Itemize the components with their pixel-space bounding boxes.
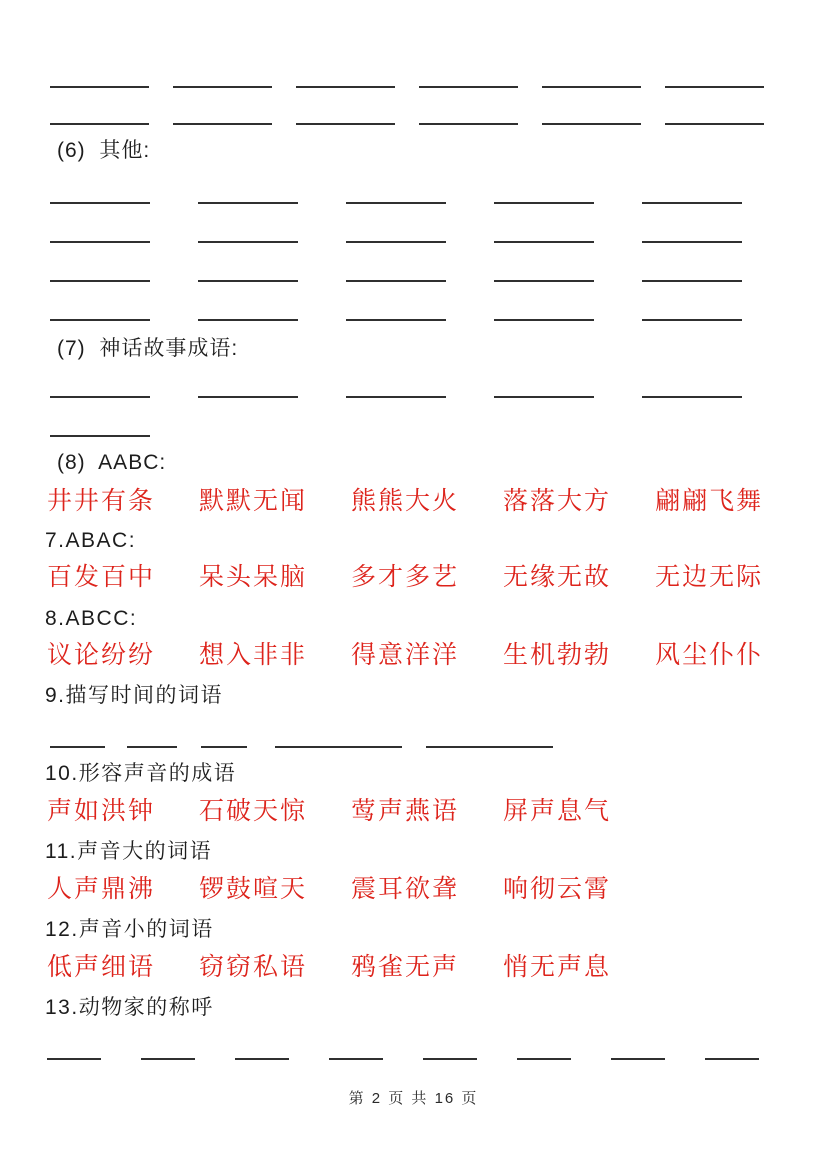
heading-animal-names: 13.动物家的称呼 bbox=[45, 996, 214, 1019]
blank-line bbox=[665, 78, 764, 88]
blank-line bbox=[50, 115, 149, 125]
blank-line bbox=[426, 738, 553, 748]
blank-line bbox=[198, 311, 298, 321]
blank-line-row bbox=[50, 194, 742, 204]
blank-line bbox=[665, 115, 764, 125]
idiom: 声如洪钟 bbox=[47, 797, 156, 825]
blank-line-row bbox=[50, 311, 742, 321]
blank-line bbox=[346, 311, 446, 321]
idiom: 井井有条 bbox=[47, 487, 156, 515]
idiom: 议论纷纷 bbox=[47, 641, 156, 669]
blank-line bbox=[419, 78, 518, 88]
heading-time-words: 9.描写时间的词语 bbox=[45, 684, 224, 707]
word-row-abcc bbox=[47, 641, 763, 669]
idiom: 翩翩飞舞 bbox=[655, 487, 764, 515]
blank-line bbox=[173, 115, 272, 125]
blank-line bbox=[50, 78, 149, 88]
blank-line bbox=[275, 738, 402, 748]
section-heading-8: (8) AABC: bbox=[57, 451, 167, 474]
blank-line bbox=[198, 233, 298, 243]
blank-line bbox=[611, 1050, 665, 1060]
blank-line bbox=[494, 388, 594, 398]
blank-line-row bbox=[47, 1050, 759, 1060]
idiom: 呆头呆脑 bbox=[199, 563, 308, 591]
idiom: 生机勃勃 bbox=[503, 641, 612, 669]
idiom: 无边无际 bbox=[655, 563, 764, 591]
blank-line bbox=[494, 233, 594, 243]
blank-line-row bbox=[50, 115, 764, 125]
blank-line-row bbox=[50, 78, 764, 88]
idiom: 响彻云霄 bbox=[503, 875, 612, 903]
blank-line bbox=[141, 1050, 195, 1060]
blank-line bbox=[346, 194, 446, 204]
blank-line-row bbox=[50, 233, 742, 243]
section-heading-7: (7) 神话故事成语: bbox=[57, 337, 239, 360]
word-row-sound bbox=[47, 797, 611, 825]
idiom: 多才多艺 bbox=[351, 563, 460, 591]
word-row-loud bbox=[47, 875, 611, 903]
blank-line bbox=[201, 738, 247, 748]
idiom: 石破天惊 bbox=[199, 797, 308, 825]
blank-line bbox=[642, 388, 742, 398]
blank-line bbox=[329, 1050, 383, 1060]
section-heading-6: (6) 其他: bbox=[57, 139, 151, 162]
blank-line bbox=[50, 311, 150, 321]
heading-quiet-words: 12.声音小的词语 bbox=[45, 918, 214, 941]
blank-line bbox=[346, 272, 446, 282]
idiom: 人声鼎沸 bbox=[47, 875, 156, 903]
blank-line bbox=[346, 388, 446, 398]
word-row-aabc bbox=[47, 487, 763, 515]
blank-line bbox=[198, 388, 298, 398]
blank-line bbox=[423, 1050, 477, 1060]
blank-line bbox=[127, 738, 177, 748]
blank-line bbox=[235, 1050, 289, 1060]
idiom: 无缘无故 bbox=[503, 563, 612, 591]
idiom: 鸦雀无声 bbox=[351, 953, 460, 981]
blank-line bbox=[642, 233, 742, 243]
idiom: 屏声息气 bbox=[503, 797, 612, 825]
blank-line bbox=[296, 115, 395, 125]
blank-line bbox=[494, 272, 594, 282]
blank-line bbox=[198, 194, 298, 204]
blank-line bbox=[642, 311, 742, 321]
blank-line bbox=[50, 194, 150, 204]
blank-line bbox=[50, 272, 150, 282]
idiom: 百发百中 bbox=[47, 563, 156, 591]
blank-line bbox=[642, 272, 742, 282]
blank-line bbox=[50, 388, 150, 398]
heading-sound-idioms: 10.形容声音的成语 bbox=[45, 762, 237, 785]
blank-line bbox=[198, 272, 298, 282]
word-row-quiet bbox=[47, 953, 611, 981]
idiom: 窃窃私语 bbox=[199, 953, 308, 981]
blank-line bbox=[705, 1050, 759, 1060]
page-footer: 第 2 页 共 16 页 bbox=[348, 1090, 479, 1107]
idiom: 悄无声息 bbox=[503, 953, 612, 981]
idiom: 低声细语 bbox=[47, 953, 156, 981]
word-row-abac bbox=[47, 563, 763, 591]
blank-line bbox=[419, 115, 518, 125]
blank-line-row bbox=[50, 272, 742, 282]
blank-line-row bbox=[50, 427, 150, 437]
blank-line-row bbox=[50, 738, 553, 748]
blank-line bbox=[173, 78, 272, 88]
blank-line bbox=[517, 1050, 571, 1060]
blank-line bbox=[542, 78, 641, 88]
blank-line bbox=[494, 311, 594, 321]
idiom: 得意洋洋 bbox=[351, 641, 460, 669]
idiom: 落落大方 bbox=[503, 487, 612, 515]
blank-line bbox=[346, 233, 446, 243]
idiom: 锣鼓喧天 bbox=[199, 875, 308, 903]
blank-line bbox=[296, 78, 395, 88]
heading-abcc: 8.ABCC: bbox=[45, 607, 138, 630]
blank-line bbox=[47, 1050, 101, 1060]
blank-line bbox=[50, 427, 150, 437]
blank-line bbox=[50, 233, 150, 243]
blank-line bbox=[642, 194, 742, 204]
blank-line bbox=[494, 194, 594, 204]
idiom: 默默无闻 bbox=[199, 487, 308, 515]
idiom: 风尘仆仆 bbox=[655, 641, 764, 669]
idiom: 想入非非 bbox=[199, 641, 308, 669]
idiom: 莺声燕语 bbox=[351, 797, 460, 825]
idiom: 震耳欲聋 bbox=[351, 875, 460, 903]
idiom: 熊熊大火 bbox=[351, 487, 460, 515]
heading-loud-words: 11.声音大的词语 bbox=[45, 840, 213, 863]
blank-line bbox=[50, 738, 105, 748]
blank-line bbox=[542, 115, 641, 125]
heading-abac: 7.ABAC: bbox=[45, 529, 137, 552]
blank-line-row bbox=[50, 388, 742, 398]
